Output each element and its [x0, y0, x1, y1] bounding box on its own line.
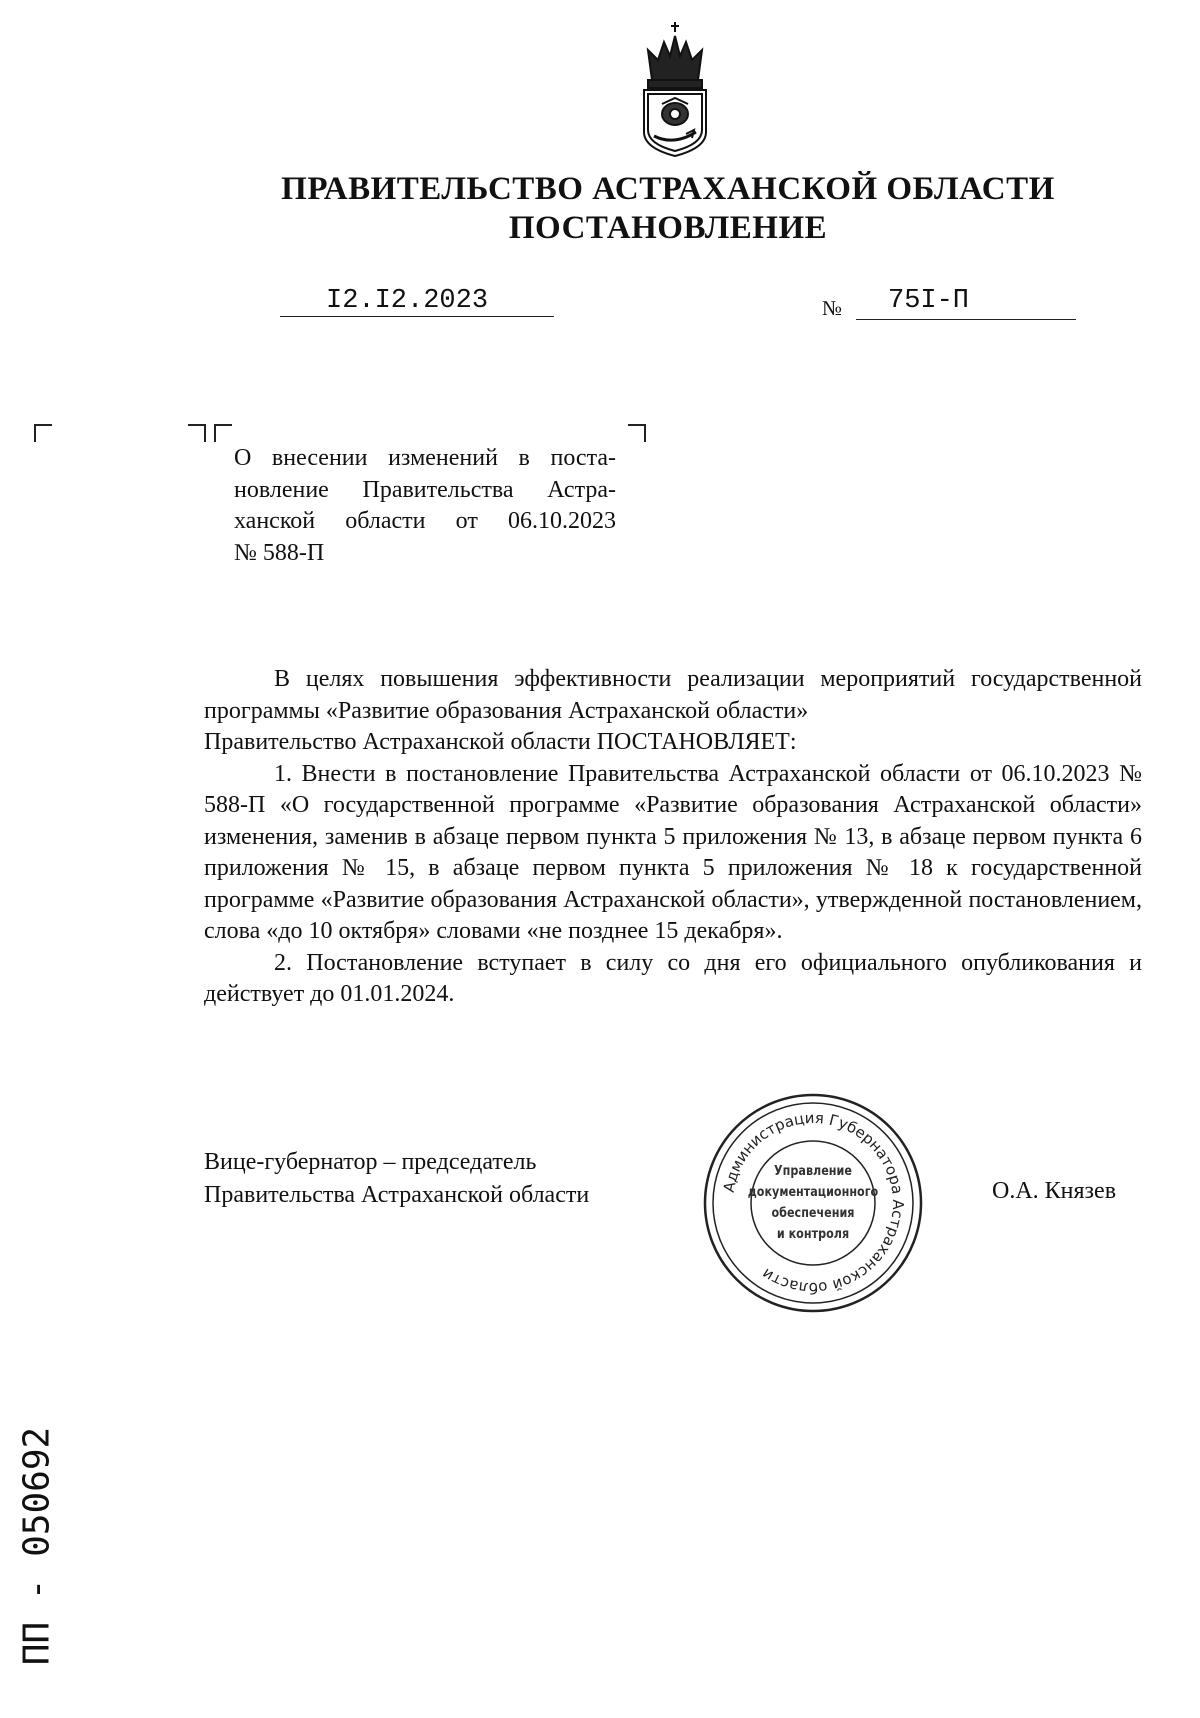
subject-line-4: № 588-П [234, 539, 325, 566]
position-line-2: Правительства Астраханской области [204, 1182, 590, 1208]
number-underline [856, 319, 1076, 320]
corner-mark-right [628, 424, 646, 442]
official-stamp [700, 1090, 926, 1316]
serial-number-block [0, 1376, 74, 1716]
stamp-center-text [716, 1090, 910, 1316]
decree-line: Правительство Астраханской области ПОСТАНОВЛЯЕТ: [204, 729, 797, 755]
date-underline [280, 316, 554, 317]
corner-mark-left [34, 424, 52, 442]
item-2-paragraph: 2. Постановление вступает в силу со дня его официального опубликования и действует до 01.01.2024. [204, 949, 1142, 1007]
document-subject [234, 443, 616, 569]
subject-line-2: новление Правительства Астра- [234, 476, 616, 503]
position-line-1: Вице-губернатор – председатель [204, 1149, 537, 1175]
document-body [204, 664, 1142, 1011]
document-date: I2.I2.2023 [326, 286, 489, 316]
stamp-ring-text: Администрация Губернатора Астраханской области [719, 1108, 908, 1298]
subject-line-3: ханской области от 06.10.2023 [234, 508, 616, 534]
stamp-line-4: и контроля [776, 1227, 850, 1242]
subject-line-1: О внесении изменений в поста- [234, 445, 616, 471]
corner-mark-mid-right [214, 424, 232, 442]
item-1-paragraph: 1. Внести в постановление Правительства Астраханской области от 06.10.2023 № 588-П «О государственной программе «Развитие образования Астраханской области» изменения, заменив в абзаце первом пункта 5 приложения № 13, в абзаце первом пункта 6 приложения № 15, в абзаце первом пункта 5 приложения № 18 к государственной программе «Развитие образования Астраханской области», утвержденной постановлением, слова «до 10 октября» словами «не позднее 15 декабря». [204, 760, 1142, 944]
stamp-line-2: документационного [747, 1185, 879, 1200]
organization-title: ПРАВИТЕЛЬСТВО АСТРАХАНСКОЙ ОБЛАСТИ [281, 171, 1055, 207]
preamble-paragraph: В целях повышения эффективности реализации мероприятий государственной программы «Развитие образования Астраханской области» [204, 666, 1142, 724]
signatory-name: О.А. Князев [992, 1178, 1117, 1204]
stamp-line-1: Управление [774, 1164, 852, 1179]
document-number: 75I-П [888, 286, 970, 316]
serial-number: ПП - 050692 [16, 1426, 58, 1666]
number-sign: № [822, 296, 843, 320]
corner-mark-mid-left [188, 424, 206, 442]
stamp-line-3: обеспечения [771, 1206, 855, 1221]
signatory-position [204, 1146, 589, 1212]
coat-of-arms-emblem [634, 20, 716, 160]
document-type: ПОСТАНОВЛЕНИЕ [508, 210, 828, 246]
